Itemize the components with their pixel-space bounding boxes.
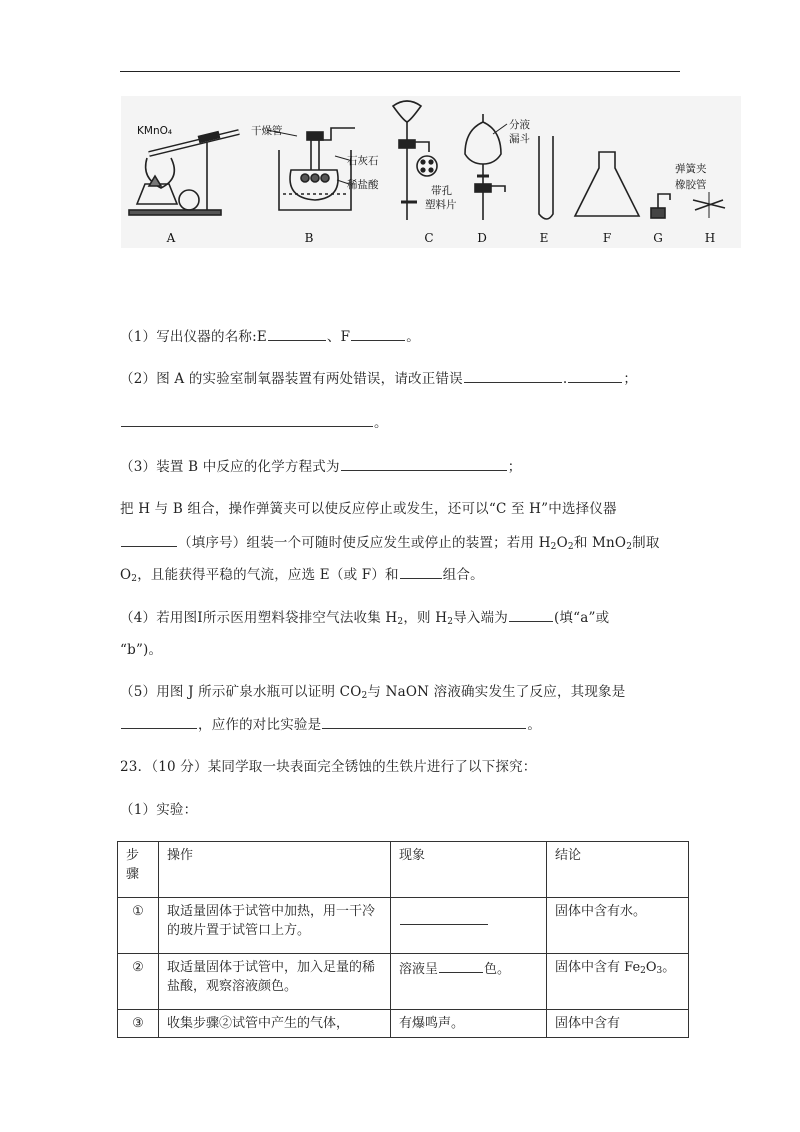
row3-conclusion: 固体中含有 bbox=[547, 1010, 689, 1038]
q4-text-f: (填“a”或 bbox=[553, 610, 610, 626]
label-c: C bbox=[424, 231, 434, 245]
header-phenomenon: 现象 bbox=[391, 842, 547, 898]
question-3-line3 bbox=[120, 564, 484, 585]
q3-sub-3: 2 bbox=[626, 542, 633, 552]
question-2 bbox=[120, 368, 637, 389]
q3-sub-1: 2 bbox=[550, 542, 557, 552]
question-23-sub bbox=[120, 800, 197, 820]
question-5 bbox=[120, 682, 625, 702]
apparatus-drawing bbox=[121, 96, 741, 248]
q2-sep: ； bbox=[623, 371, 638, 387]
question-3-line1 bbox=[120, 499, 617, 519]
header-operation: 操作 bbox=[159, 842, 391, 898]
annot-funnel-1: 分液 bbox=[509, 119, 530, 131]
q1-text: （1）写出仪器的名称:E bbox=[120, 329, 267, 345]
annot-kmno4: KMnO₄ bbox=[137, 125, 173, 137]
q23-sub: （1）实验： bbox=[120, 802, 198, 818]
q3-line3a: O bbox=[120, 567, 132, 583]
q23-title: 23．（10 分）某同学取一块表面完全锈蚀的生铁片进行了以下探究： bbox=[120, 759, 537, 775]
q2-blank-1[interactable] bbox=[464, 368, 562, 383]
row2-phenomenon bbox=[391, 954, 547, 1010]
q3-blank-combo[interactable] bbox=[400, 564, 442, 579]
q3-line1: 把 H 与 B 组合，操作弹簧夹可以使反应停止或发生，还可以“C 至 H”中选择仪器 bbox=[120, 501, 617, 517]
row2-conclusion: 固体中含有 $Fe_2O_3$。 bbox=[547, 954, 689, 1010]
row2-operation: 取适量固体于试管中，加入足量的稀盐酸，观察溶液颜色。 bbox=[159, 954, 391, 1010]
apparatus-a-base bbox=[129, 210, 221, 215]
q3-blank-select[interactable] bbox=[121, 532, 177, 547]
annot-clip-1: 弹簧夹 bbox=[675, 163, 707, 175]
row1-step: ① bbox=[118, 898, 159, 954]
q2-text: （2）图 A 的实验室制氧器装置有两处错误，请改正错误 bbox=[120, 371, 463, 387]
question-4 bbox=[120, 607, 609, 628]
q2-blank-3[interactable] bbox=[121, 412, 373, 427]
q3-sep: ； bbox=[507, 459, 522, 475]
q3-line2e: 和 MnO bbox=[573, 535, 627, 551]
table-row bbox=[118, 1010, 689, 1038]
q3-line3c: ，且能获得平稳的气流，应选 E（或 F）和 bbox=[137, 567, 399, 583]
q3-text: （3）装置 B 中反应的化学方程式为 bbox=[120, 459, 340, 475]
label-b: B bbox=[304, 231, 314, 245]
q3-sub-4: 2 bbox=[131, 574, 138, 584]
annot-hcl: 稀盐酸 bbox=[347, 179, 379, 191]
q4-text-c: ，则 H bbox=[403, 610, 448, 626]
q4-blank[interactable] bbox=[509, 607, 553, 622]
q1-end: 。 bbox=[406, 329, 420, 345]
question-3 bbox=[120, 456, 521, 477]
table-header-row bbox=[118, 842, 689, 898]
annot-limestone: 石灰石 bbox=[347, 155, 379, 167]
label-f: F bbox=[602, 231, 612, 245]
q4-sub-2: 2 bbox=[447, 617, 454, 627]
question-2-cont bbox=[120, 412, 388, 433]
q3-blank-eq[interactable] bbox=[341, 456, 507, 471]
experiment-table bbox=[117, 841, 689, 1038]
row3-phenomenon: 有爆鸣声。 bbox=[391, 1010, 547, 1038]
label-a: A bbox=[166, 231, 176, 245]
label-e: E bbox=[539, 231, 549, 245]
header-step: 步骤 bbox=[118, 842, 159, 898]
annot-funnel-2: 漏斗 bbox=[509, 133, 530, 145]
row1-phenomenon bbox=[391, 898, 547, 954]
row2-blank[interactable] bbox=[439, 958, 483, 973]
q5-sub: 2 bbox=[361, 691, 368, 701]
q4-text-a: （4）若用图Ⅰ所示医用塑料袋排空气法收集 H bbox=[120, 610, 398, 626]
question-4-cont bbox=[120, 640, 162, 660]
q2-dot: . bbox=[562, 371, 568, 387]
q3-line2g: 制取 bbox=[632, 535, 660, 551]
row2-ph-b: 色。 bbox=[484, 962, 511, 977]
q3-sub-2: 2 bbox=[567, 542, 574, 552]
q5-text-a: （5）用图 J 所示矿泉水瓶可以证明 CO bbox=[120, 684, 362, 700]
apparatus-figure bbox=[121, 96, 741, 248]
question-3-line2 bbox=[120, 532, 660, 553]
q2-blank-2[interactable] bbox=[568, 368, 622, 383]
table-row bbox=[118, 954, 689, 1010]
row3-step: ③ bbox=[118, 1010, 159, 1038]
q2-end: 。 bbox=[374, 415, 388, 431]
row1-blank[interactable] bbox=[400, 910, 488, 925]
label-h: H bbox=[704, 231, 716, 245]
row3-operation: 收集步骤②试管中产生的气体， bbox=[159, 1010, 391, 1038]
row2-step: ② bbox=[118, 954, 159, 1010]
label-d: D bbox=[477, 231, 487, 245]
q5-text-d: ，应作的对比实验是 bbox=[198, 717, 322, 733]
row1-operation: 取适量固体于试管中加热，用一干冷的玻片置于试管口上方。 bbox=[159, 898, 391, 954]
question-1 bbox=[120, 326, 420, 347]
q5-blank-phenomenon[interactable] bbox=[121, 714, 197, 729]
annot-dryer: 干燥管 bbox=[251, 125, 283, 137]
q4-sub-1: 2 bbox=[397, 617, 404, 627]
header-conclusion: 结论 bbox=[547, 842, 689, 898]
table-row bbox=[118, 898, 689, 954]
q5-text-c: 与 NaON 溶液确实发生了反应，其现象是 bbox=[367, 684, 626, 700]
label-g: G bbox=[653, 231, 663, 245]
q3-line2c: O bbox=[556, 535, 568, 551]
q1-blank-e[interactable] bbox=[268, 326, 326, 341]
row2-ph-a: 溶液呈 bbox=[399, 962, 439, 977]
annot-plate-2: 塑料片 bbox=[425, 199, 457, 211]
q4-text-g: “b”)。 bbox=[120, 642, 163, 658]
q3-line3d: 组合。 bbox=[442, 567, 484, 583]
q1-text-f: 、F bbox=[326, 329, 351, 345]
question-23 bbox=[120, 757, 537, 777]
q5-blank-contrast[interactable] bbox=[322, 714, 526, 729]
q3-line2a: （填序号）组装一个可随时使反应发生或停止的装置；若用 H bbox=[178, 535, 551, 551]
row1-conclusion: 固体中含有水。 bbox=[547, 898, 689, 954]
annot-clip-2: 橡胶管 bbox=[675, 179, 707, 191]
q1-blank-f[interactable] bbox=[351, 326, 405, 341]
annot-plate-1: 带孔 bbox=[431, 185, 452, 197]
question-5-cont bbox=[120, 714, 541, 735]
q5-end: 。 bbox=[527, 717, 542, 733]
top-rule bbox=[120, 71, 680, 72]
q4-text-e: 导入端为 bbox=[453, 610, 508, 626]
